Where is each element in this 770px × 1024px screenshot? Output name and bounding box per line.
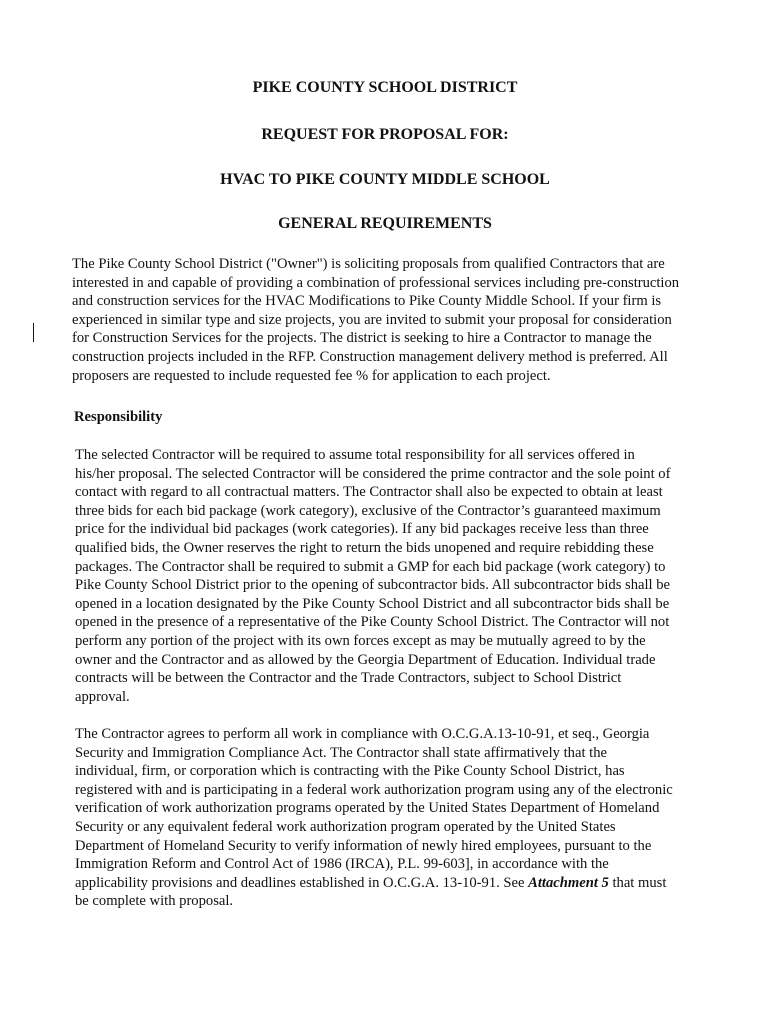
responsibility-line: approval. — [75, 688, 130, 705]
responsibility-line: packages. The Contractor shall be required to submit a GMP for each bid package (work category) to — [75, 558, 666, 575]
responsibility-line: his/her proposal. The selected Contractor will be considered the prime contractor and the sole point of — [75, 465, 671, 482]
compliance-line — [75, 874, 715, 893]
text-cursor-marker — [33, 323, 34, 342]
responsibility-paragraph — [75, 446, 715, 706]
intro-line: The Pike County School District ("Owner") is soliciting proposals from qualified Contractors that are — [72, 256, 665, 272]
district-title: PIKE COUNTY SCHOOL DISTRICT — [252, 79, 518, 96]
responsibility-line: three bids for each bid package (work category), exclusive of the Contractor’s guaranteed maximum — [75, 502, 661, 519]
responsibility-line: price for the individual bid packages (work categories). If any bid packages receive less than three — [75, 521, 649, 538]
responsibility-line: opened in the presence of a representative of the Pike County School District. The Contractor will not — [75, 614, 670, 631]
intro-line: proposers are requested to include requested fee % for application to each project. — [72, 367, 551, 384]
intro-paragraph — [72, 255, 712, 385]
compliance-text: applicability provisions and deadlines established in O.C.G.A. 13-10-91. See — [75, 874, 529, 891]
section-title: GENERAL REQUIREMENTS — [278, 215, 492, 232]
compliance-line: Security or any equivalent federal work authorization program operated by the United States — [75, 818, 616, 835]
intro-line: for Construction Services for the projects. The district is seeking to hire a Contractor to manage the — [72, 330, 652, 347]
responsibility-line: The selected Contractor will be required to assume total responsibility for all services offered in — [75, 447, 635, 463]
rfp-subtitle: REQUEST FOR PROPOSAL FOR: — [261, 126, 509, 143]
compliance-line: Security and Immigration Compliance Act. The Contractor shall state affirmatively that the — [75, 744, 607, 761]
compliance-paragraph — [75, 725, 715, 911]
compliance-line: verification of work authorization programs operated by the United States Department of Homeland — [75, 800, 660, 817]
responsibility-line: contact with regard to all contractual matters. The Contractor shall also be expected to obtain at least — [75, 484, 663, 501]
compliance-line: The Contractor agrees to perform all work in compliance with O.C.G.A.13-10-91, et seq., Georgia — [75, 726, 650, 742]
intro-line: and construction services for the HVAC Modifications to Pike County Middle School. If your firm is — [72, 293, 662, 310]
intro-line: interested in and capable of providing a combination of professional services including pre-construction — [72, 274, 680, 291]
compliance-line: Immigration Reform and Control Act of 1986 (IRCA), P.L. 99-603], in accordance with the — [75, 856, 609, 873]
compliance-line: registered with and is participating in a federal work authorization program using any of the electronic — [75, 781, 673, 798]
responsibility-line: contracts will be between the Contractor and the Trade Contractors, subject to School District — [75, 670, 622, 687]
responsibility-line: perform any portion of the project with its own forces except as may be mutually agreed to by the — [75, 632, 646, 649]
intro-line: experienced in similar type and size projects, you are invited to submit your proposal for consideration — [72, 311, 672, 328]
responsibility-line: qualified bids, the Owner reserves the right to return the bids unopened and require rebidding these — [75, 539, 654, 556]
responsibility-heading: Responsibility — [74, 409, 163, 425]
responsibility-line: opened in a location designated by the Pike County School District and all subcontractor bids shall be — [75, 595, 670, 612]
responsibility-line: owner and the Contractor and as allowed by the Georgia Department of Education. Individual trade — [75, 651, 656, 668]
compliance-text: that must — [608, 874, 667, 891]
compliance-line: be complete with proposal. — [75, 893, 234, 910]
compliance-line: individual, firm, or corporation which is contracting with the Pike County School District, has — [75, 763, 625, 780]
project-title: HVAC TO PIKE COUNTY MIDDLE SCHOOL — [220, 171, 550, 188]
attachment-reference: Attachment 5 — [528, 874, 609, 891]
intro-line: construction projects included in the RFP. Construction management delivery method is preferred. All — [72, 348, 668, 365]
compliance-line: Department of Homeland Security to verify information of newly hired employees, pursuant to the — [75, 837, 652, 854]
responsibility-line: Pike County School District prior to the opening of subcontractor bids. All subcontractor bids shall be — [75, 577, 671, 594]
